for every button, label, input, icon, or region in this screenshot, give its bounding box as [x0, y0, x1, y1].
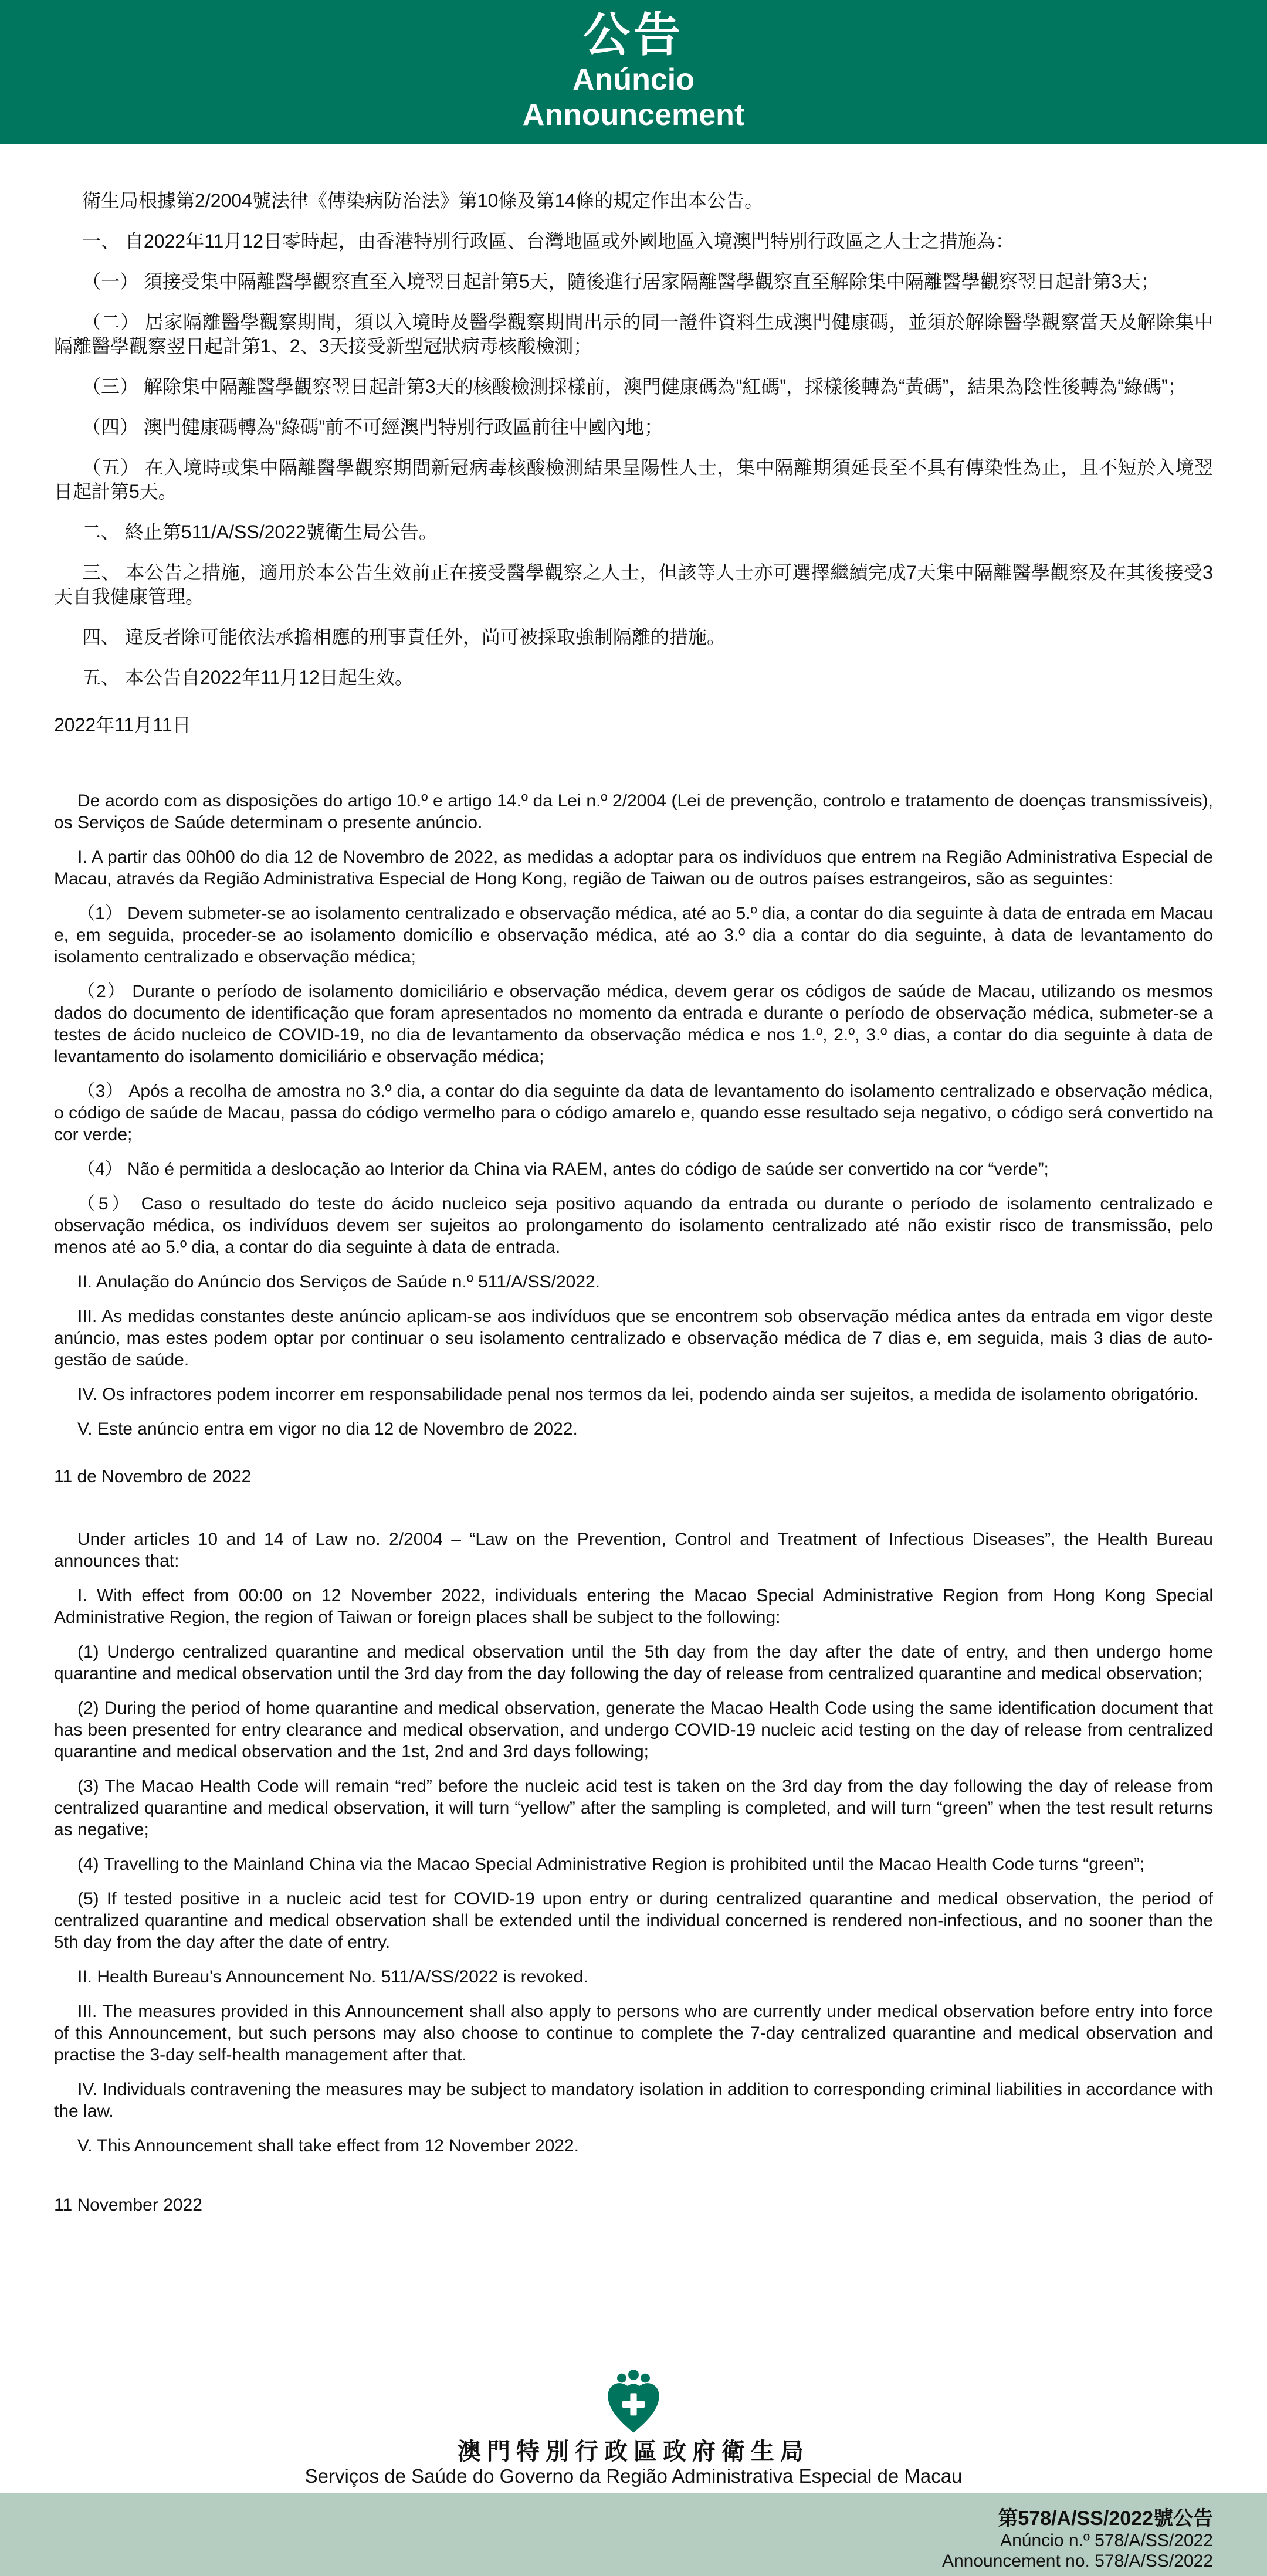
- paragraph: 一、 自2022年11月12日零時起，由香港特別行政區、台灣地區或外國地區入境澳門特別行政區之人士之措施為：: [82, 231, 1014, 252]
- page-title-pt: Anúncio: [572, 63, 695, 97]
- paragraph: IV. Os infractores podem incorrer em responsabilidade penal nos termos da lei, podendo ainda ser sujeitos, a medida de isolamento obrigatório.: [77, 1385, 1199, 1404]
- org-name-zh: 澳門特別行政區政府衛生局: [458, 2439, 809, 2465]
- paragraph: V. This Announcement shall take effect from 12 November 2022.: [77, 2136, 579, 2155]
- paragraph: I. A partir das 00h00 do dia 12 de Novembro de 2022, as medidas a adoptar para os indivíduos que entrem na Região Administrativa Especial de Macau, através da Região Administrativa Especial de Hong Kong, região de Taiwan ou de outros países estrangeiros, são as seguintes:: [54, 848, 1213, 889]
- paragraph: （三） 解除集中隔離醫學觀察翌日起計第3天的核酸檢測採樣前，澳門健康碼為“紅碼”，採樣後轉為“黃碼”，結果為陰性後轉為“綠碼”；: [82, 376, 1187, 397]
- paragraph: 三、 本公告之措施，適用於本公告生效前正在接受醫學觀察之人士，但該等人士亦可選擇繼續完成7天集中隔離醫學觀察及在其後接受3天自我健康管理。: [54, 562, 1213, 607]
- document-body: [0, 144, 1267, 2370]
- paragraph: 四、 違反者除可能依法承擔相應的刑事責任外，尚可被採取強制隔離的措施。: [82, 626, 726, 648]
- announcement-number-pt: Anúncio n.º 578/A/SS/2022: [1000, 2531, 1213, 2550]
- announcement-number-zh: 第578/A/SS/2022號公告: [998, 2507, 1213, 2530]
- paragraph: II. Anulação do Anúncio dos Serviços de Saúde n.º 511/A/SS/2022.: [77, 1272, 601, 1292]
- date-line-en: 11 November 2022: [54, 2195, 202, 2215]
- date-line-pt: 11 de Novembro de 2022: [54, 1467, 252, 1486]
- paragraph: V. Este anúncio entra em vigor no dia 12 de Novembro de 2022.: [77, 1419, 578, 1439]
- footer-reference-bar: [0, 2493, 1267, 2576]
- paragraph: （2） Durante o período de isolamento domiciliário e observação médica, devem gerar os códigos de saúde de Macau, utilizando os mesmos dados do documento de identificação que foram apresentados no momento da entrada e durante o período de observação médica, submeter-se a testes de ácido nucleico de COVID-19, no dia de levantamento da observação médica e nos 1.º, 2.º, 3.º dias, a contar do dia seguinte à data de levantamento do isolamento domiciliário e observação médica;: [54, 982, 1213, 1066]
- org-name-pt: Serviços de Saúde do Governo da Região Administrativa Especial de Macau: [304, 2465, 963, 2487]
- section-chinese: [54, 189, 1213, 737]
- paragraph: （1） Devem submeter-se ao isolamento centralizado e observação médica, até ao 5.º dia, a contar do dia seguinte à data de entrada em Macau e, em seguida, proceder-se ao isolamento domicílio e observação médica, até ao 3.º dia a contar do dia seguinte, à data de levantamento do isolamento centralizado e observação médica;: [54, 904, 1213, 967]
- paragraph: （四） 澳門健康碼轉為“綠碼”前不可經澳門特別行政區前往中國內地；: [82, 416, 663, 438]
- paragraph: （3） Após a recolha de amostra no 3.º dia, a contar do dia seguinte da data de levantamento do isolamento centralizado e observação médica, o código de saúde de Macau, passa do código vermelho para o código amarelo e, quando esse resultado seja negativo, o código será convertido na cor verde;: [54, 1082, 1213, 1144]
- paragraph: I. With effect from 00:00 on 12 November 2022, individuals entering the Macao Special Administrative Region from Hong Kong Special Administrative Region, the region of Taiwan or foreign places shall be subject to the following:: [54, 1586, 1213, 1627]
- paragraph: (4) Travelling to the Mainland China via the Macao Special Administrative Region is prohibited until the Macao Health Code turns “green”;: [77, 1855, 1145, 1874]
- paragraph: Under articles 10 and 14 of Law no. 2/2004 – “Law on the Prevention, Control and Treatment of Infectious Diseases”, the Health Bureau announces that:: [54, 1530, 1213, 1571]
- paragraph: (5) If tested positive in a nucleic acid test for COVID-19 upon entry or during centralized quarantine and medical observation, the period of centralized quarantine and medical observation shall be extended until the individual concerned is rendered non-infectious, and no sooner than the 5th day from the day after the date of entry.: [54, 1889, 1213, 1952]
- section-portuguese: [54, 790, 1213, 1487]
- health-bureau-heart-logo-icon: [601, 2370, 666, 2435]
- chinese-paragraphs: [54, 189, 1213, 690]
- section-english: [54, 1528, 1213, 2216]
- paragraph: II. Health Bureau's Announcement No. 511/A/SS/2022 is revoked.: [77, 1967, 588, 1987]
- paragraph: De acordo com as disposições do artigo 10.º e artigo 14.º da Lei n.º 2/2004 (Lei de prevenção, controlo e tratamento de doenças transmissíveis), os Serviços de Saúde determinam o presente anúncio.: [54, 791, 1213, 832]
- announcement-header-banner: [0, 0, 1267, 144]
- paragraph: 衛生局根據第2/2004號法律《傳染病防治法》第10條及第14條的規定作出本公告。: [82, 190, 764, 211]
- paragraph: (1) Undergo centralized quarantine and medical observation until the 5th day from the day after the date of entry, and then undergo home quarantine and medical observation until the 3rd day from the day following the day of release from centralized quarantine and medical observation;: [54, 1642, 1213, 1683]
- paragraph: IV. Individuals contravening the measures may be subject to mandatory isolation in addition to corresponding criminal liabilities in accordance with the law.: [54, 2080, 1213, 2121]
- english-paragraphs: [54, 1528, 1213, 2157]
- issuer-identity: [0, 2370, 1267, 2488]
- paragraph: （5） Caso o resultado do teste do ácido nucleico seja positivo aquando da entrada ou durante o período de isolamento centralizado e observação médica, os indivíduos devem ser sujeitos ao prolongamento do isolamento centralizado até não existir risco de transmissão, pelo menos até ao 5.º dia, a contar do dia seguinte à data de entrada.: [54, 1194, 1213, 1257]
- portuguese-paragraphs: [54, 790, 1213, 1440]
- date-line-zh: 2022年11月11日: [54, 714, 191, 735]
- paragraph: III. The measures provided in this Announcement shall also apply to persons who are currently under medical observation before entry into force of this Announcement, but such persons may also choose to continue to complete the 7-day centralized quarantine and medical observation and practise the 3-day self-health management after that.: [54, 2002, 1213, 2065]
- paragraph: 五、 本公告自2022年11月12日起生效。: [82, 667, 414, 688]
- paragraph: (2) During the period of home quarantine and medical observation, generate the Macao Health Code using the same identification document that has been presented for entry clearance and medical observation, and undergo COVID-19 nucleic acid testing on the day of release from centralized quarantine and medical observation and the 1st, 2nd and 3rd days following;: [54, 1699, 1213, 1761]
- paragraph: III. As medidas constantes deste anúncio aplicam-se aos indivíduos que se encontrem sob observação médica antes da entrada em vigor deste anúncio, mas estes podem optar por continuar o seu isolamento centralizado e observação médica de 7 dias e, em seguida, mais 3 dias de auto-gestão de saúde.: [54, 1307, 1213, 1370]
- paragraph: （4） Não é permitida a deslocação ao Interior da China via RAEM, antes do código de saúde ser convertido na cor “verde”;: [77, 1160, 1049, 1179]
- paragraph: (3) The Macao Health Code will remain “red” before the nucleic acid test is taken on the 3rd day from the day following the day of release from centralized quarantine and medical observation, it will turn “yellow” after the sampling is completed, and will turn “green” when the test result returns as negative;: [54, 1777, 1213, 1839]
- paragraph: （二） 居家隔離醫學觀察期間，須以入境時及醫學觀察期間出示的同一證件資料生成澳門健康碼，並須於解除醫學觀察當天及解除集中隔離醫學觀察翌日起計第1、2、3天接受新型冠狀病毒核酸檢測；: [54, 311, 1213, 357]
- paragraph: （一） 須接受集中隔離醫學觀察直至入境翌日起計第5天，隨後進行居家隔離醫學觀察直至解除集中隔離醫學觀察翌日起計第3天；: [82, 271, 1160, 292]
- paragraph: （五） 在入境時或集中隔離醫學觀察期間新冠病毒核酸檢測結果呈陽性人士，集中隔離期須延長至不具有傳染性為止，且不短於入境翌日起計第5天。: [54, 457, 1213, 502]
- announcement-number-en: Announcement no. 578/A/SS/2022: [941, 2551, 1213, 2571]
- paragraph: 二、 終止第511/A/SS/2022號衛生局公告。: [82, 521, 438, 543]
- page-title-en: Announcement: [522, 98, 745, 132]
- footer: [0, 2370, 1267, 2576]
- page-title-zh: 公告: [583, 9, 684, 61]
